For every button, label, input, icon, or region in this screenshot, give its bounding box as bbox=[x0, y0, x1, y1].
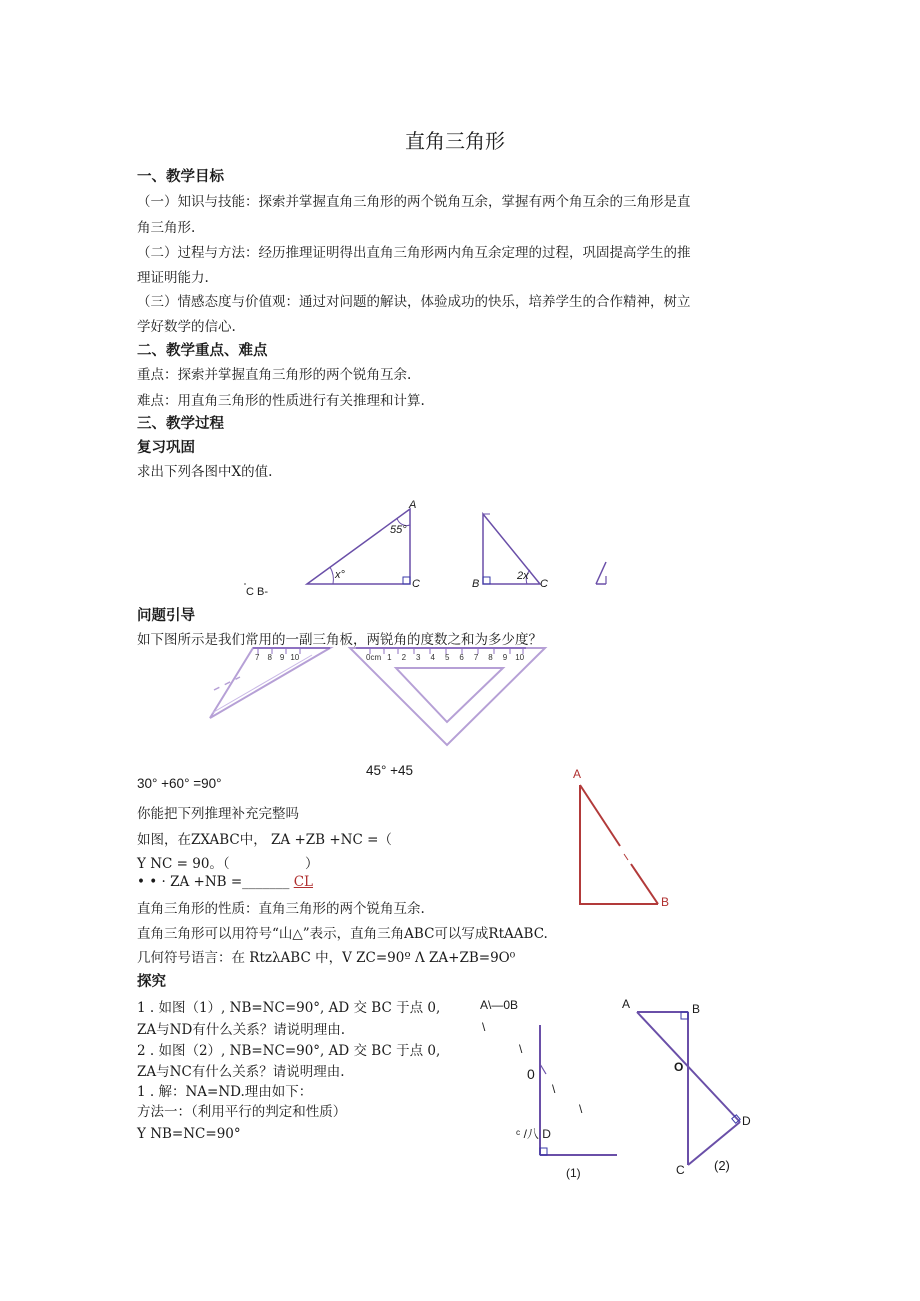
proof-line-2-close: ） bbox=[305, 856, 319, 872]
given-statement: Y NB=NC=90° bbox=[137, 1126, 241, 1142]
explore-fig1-slash: \ bbox=[552, 1082, 556, 1096]
tick-label: 9 bbox=[502, 653, 508, 662]
tick-label: 1 bbox=[387, 653, 392, 662]
explore-q2: 2 . 如图（2）, NB=NC=90°, AD 交 BC 于点 0, bbox=[137, 1043, 441, 1059]
proof-line-2: Y NC = 90。（ bbox=[137, 856, 230, 872]
tick-label: 7 bbox=[255, 653, 260, 662]
explore-fig1-caption: (1) bbox=[566, 1166, 581, 1180]
subheading-explore: 探究 bbox=[137, 974, 166, 990]
tick-label: 8 bbox=[267, 653, 272, 662]
tick-label: 10 bbox=[515, 653, 525, 662]
section-heading-process: 三、教学过程 bbox=[137, 416, 224, 432]
sum-30-60: 30° +60° =90° bbox=[137, 776, 222, 791]
paragraph-goal-2-cont: 理证明能力. bbox=[137, 270, 209, 286]
tick-label: 10 bbox=[290, 653, 300, 662]
tick-label: 9 bbox=[279, 653, 285, 662]
explore-q1: 1 . 如图（1）, NB=NC=90°, AD 交 BC 于点 0, bbox=[137, 1000, 441, 1016]
tri1-label-c: C bbox=[412, 578, 420, 590]
explore-fig2-label-a: A bbox=[622, 997, 631, 1011]
tick-label: 6 bbox=[459, 653, 464, 662]
paragraph-goal-3: （三）情感态度与价值观：通过对问题的解诀，体验成功的快乐，培养学生的合作精神，树立 bbox=[137, 294, 691, 310]
red-tri-label-a: A bbox=[573, 767, 582, 781]
explore-q1-cont: ZA与ND有什么关系？请说明理由. bbox=[137, 1022, 346, 1038]
paragraph-goal-3-cont: 学好数学的信心. bbox=[137, 319, 236, 335]
page-title: 直角三角形 bbox=[405, 129, 505, 153]
explore-q2-cont: ZA与NC有什么关系？请说明理由. bbox=[137, 1064, 345, 1080]
paragraph-goal-1-cont: 角三角形. bbox=[137, 220, 196, 236]
proof-line-3-text: • • · ZA +NB =_______ bbox=[137, 874, 290, 890]
red-tri-label-b: B bbox=[661, 895, 670, 909]
geometric-language: 几何符号语言：在 RtzλABC 中，V ZC=90º Λ ZA+ZB=9O⁰ bbox=[137, 950, 516, 966]
proof-line-3-answer: CL bbox=[293, 874, 314, 890]
section-heading-key-points: 二、教学重点、难点 bbox=[137, 343, 268, 359]
tri2-label-c: C bbox=[540, 578, 548, 590]
intro-question: 如下图所示是我们常用的一副三角板，两锐角的度数之和为多少度？ bbox=[137, 632, 542, 648]
explore-fig2-caption: (2) bbox=[714, 1158, 730, 1173]
explore-fig1-o-label: 0 bbox=[527, 1066, 535, 1082]
stray-label: C B- bbox=[246, 586, 268, 598]
property-statement: 直角三角形的性质：直角三角形的两个锐角互余. bbox=[137, 901, 425, 917]
paragraph-goal-1: （一）知识与技能：探索并掌握直角三角形的两个锐角互余，掌握有两个角互余的三角形是直 bbox=[137, 194, 691, 210]
symbol-statement: 直角三角形可以用符号“山△”表示，直角三角ABC可以写成RtAABC. bbox=[137, 926, 548, 942]
tick-label: 8 bbox=[488, 653, 493, 662]
subheading-intro: 问题引导 bbox=[137, 608, 195, 624]
tri2-label-b: B bbox=[472, 578, 480, 590]
solution-1: 1 . 解：NA=ND.理由如下： bbox=[137, 1084, 313, 1100]
sum-45-45: 45° +45 bbox=[366, 763, 414, 778]
fill-in-prompt: 你能把下列推理补充完整吗 bbox=[137, 806, 299, 822]
section-heading-objectives: 一、教学目标 bbox=[137, 169, 224, 185]
tri1-angle-label: 55° bbox=[390, 524, 407, 536]
explore-fig1-bottom-label: ᶜ /八 D bbox=[516, 1127, 551, 1141]
tri1-label-a: A bbox=[409, 499, 417, 511]
tick-label: 2 bbox=[401, 653, 407, 662]
tick-label: 5 bbox=[444, 653, 450, 662]
method-1: 方法一：（利用平行的判定和性质） bbox=[137, 1104, 347, 1120]
review-question: 求出下列各图中X的值. bbox=[137, 464, 273, 480]
explore-fig1-top-label: A\—0B bbox=[480, 998, 519, 1012]
explore-fig2-label-d: D bbox=[742, 1114, 751, 1128]
key-point: 重点：探索并掌握直角三角形的两个锐角互余. bbox=[137, 367, 412, 383]
subheading-review: 复习巩固 bbox=[137, 440, 195, 456]
explore-fig1-slash: \ bbox=[482, 1020, 486, 1034]
explore-fig2-label-o: O bbox=[674, 1060, 684, 1074]
paragraph-goal-2: （二）过程与方法：经历推理证明得出直角三角形两内角互余定理的过程，巩固提高学生的推 bbox=[137, 245, 691, 261]
tick-label: 3 bbox=[416, 653, 421, 662]
explore-fig1-slash: \ bbox=[519, 1042, 523, 1056]
tick-label: 7 bbox=[473, 653, 479, 662]
explore-fig2-label-c: C bbox=[676, 1163, 685, 1177]
tick-label: 4 bbox=[430, 653, 435, 662]
explore-fig1-slash: \ bbox=[579, 1102, 583, 1116]
tri1-x-label: x° bbox=[335, 569, 345, 581]
proof-line-1: 如图，在ZXABC中， ZA +ZB +NC =（ bbox=[137, 832, 392, 848]
tick-label: 0cm bbox=[366, 653, 382, 662]
tri2-angle-label: 2x bbox=[517, 570, 529, 582]
explore-fig2-label-b: B bbox=[692, 1002, 701, 1016]
difficult-point: 难点：用直角三角形的性质进行有关推理和计算. bbox=[137, 393, 425, 409]
